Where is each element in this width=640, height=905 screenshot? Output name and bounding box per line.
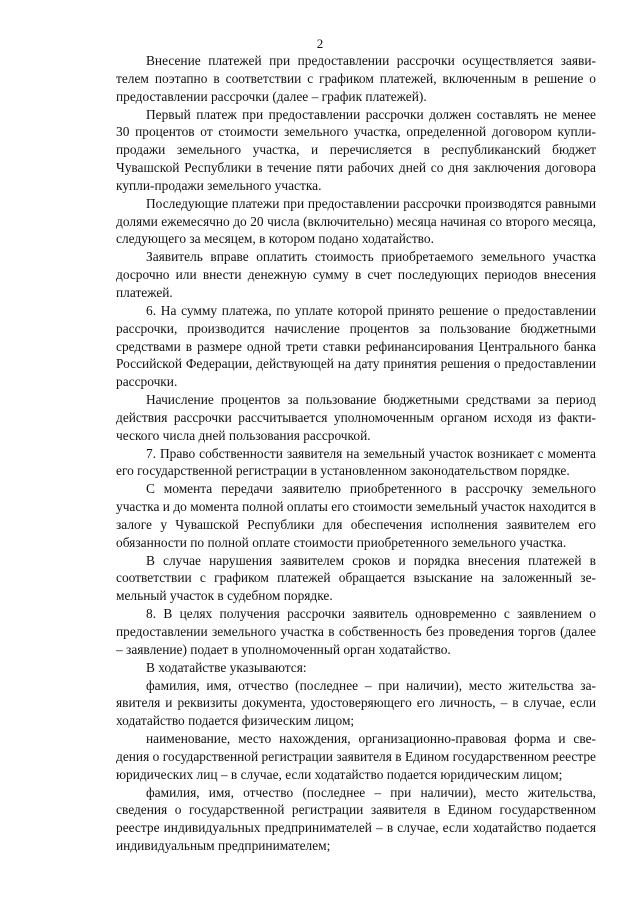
paragraph: Последующие платежи при предоставлении рассрочки производятся равными долями ежемесячно до 20 числа (включительно) месяца начиная со второго месяца, следующего за месяцем, в котором подано ходатайство. — [116, 195, 596, 247]
paragraph: 8. В целях получения рассрочки заявитель одновременно с заявлением о предоставлении земельного участка в собственность без проведения торгов (далее – заявление) подает в уполномоченный орган ходатайство. — [116, 606, 596, 657]
paragraph: наименование, место нахождения, организационно-правовая форма и сведения о государственной регистрации заявителя в Едином государственном реестре юридических лиц – в случае, если ходатайство подается юридическим лицом; — [116, 731, 596, 782]
paragraph: Внесение платежей при предоставлении рассрочки осуществляется заявителем поэтапно в соответствии с графиком платежей, включенным в решение о предоставлении рассрочки (далее – график платежей). — [116, 53, 596, 104]
paragraph: 6. На сумму платежа, по уплате которой принято решение о предоставлении рассрочки, производится начисление процентов за пользование бюджетными средствами в размере одной трети ставки рефинансирования Центрального банка Российской Федерации, действующей на дату принятия решения о предоставлении рассрочки. — [116, 302, 596, 390]
paragraph: Начисление процентов за пользование бюджетными средствами за период действия рассрочки рассчитывается уполномоченным органом исходя из фактического числа дней пользования рассрочкой. — [116, 392, 596, 443]
paragraph: Заявитель вправе оплатить стоимость приобретаемого земельного участка досрочно или внести денежную сумму в счет последующих периодов внесения платежей. — [116, 249, 596, 300]
paragraph: 7. Право собственности заявителя на земельный участок возникает с момента его государственной регистрации в установленном законодательством порядке. — [116, 445, 596, 479]
document-body — [116, 52, 596, 855]
paragraph: Первый платеж при предоставлении рассрочки должен составлять не менее 30 процентов от стоимости земельного участка, определенной договором купли-продажи земельного участка, и перечисляется в республиканский бюджет Чувашской Республики в течение пяти рабочих дней со дня заключения договора купли-продажи земельного участка. — [116, 106, 596, 193]
paragraph: В ходатайстве указываются: — [146, 659, 307, 675]
paragraph: фамилия, имя, отчество (последнее – при наличии), место жительства заявителя и реквизиты документа, удостоверяющего его личность, – в случае, если ходатайство подается физическим лицом; — [116, 677, 596, 729]
paragraph: С момента передачи заявителю приобретенного в рассрочку земельного участка и до момента полной оплаты его стоимости земельный участок находится в залоге у Чувашской Республики для обеспечения исполнения заявителем его обязанности по полной оплате стоимости приобретенного земельного участка. — [116, 481, 596, 550]
page-number: 2 — [316, 36, 324, 51]
paragraph: В случае нарушения заявителем сроков и порядка внесения платежей в соответствии с графиком платежей обращается взыскание на заложенный земельный участок в судебном порядке. — [116, 552, 596, 604]
paragraph: фамилия, имя, отчество (последнее – при наличии), место жительства, сведения о государственной регистрации заявителя в Едином государственном реестре индивидуальных предпринимателей – в случае, если ходатайство подается индивидуальным предпринимателем; — [116, 784, 596, 854]
